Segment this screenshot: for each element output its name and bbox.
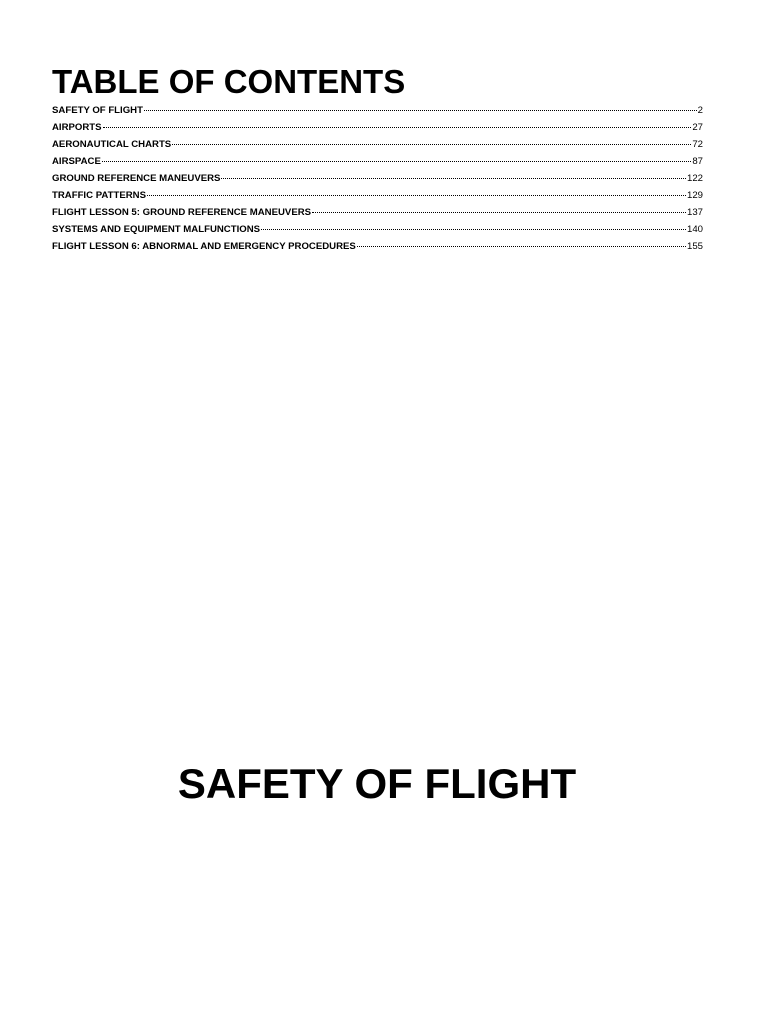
toc-list bbox=[52, 102, 703, 255]
toc-entry-page: 140 bbox=[686, 224, 703, 235]
toc-entry[interactable] bbox=[52, 221, 703, 238]
toc-dot-leader bbox=[172, 144, 691, 145]
toc-entry-label: FLIGHT LESSON 5: GROUND REFERENCE MANEUVERS bbox=[52, 207, 312, 218]
toc-dot-leader bbox=[147, 195, 686, 196]
toc-dot-leader bbox=[221, 178, 686, 179]
toc-dot-leader bbox=[144, 110, 697, 111]
toc-dot-leader bbox=[312, 212, 686, 213]
toc-entry[interactable] bbox=[52, 136, 703, 153]
toc-entry[interactable] bbox=[52, 119, 703, 136]
toc-entry[interactable] bbox=[52, 187, 703, 204]
toc-title: TABLE OF CONTENTS bbox=[52, 63, 406, 100]
toc-dot-leader bbox=[102, 161, 691, 162]
toc-entry-page: 122 bbox=[686, 173, 703, 184]
section-heading: SAFETY OF FLIGHT bbox=[177, 760, 577, 807]
toc-entry-page: 155 bbox=[686, 241, 703, 252]
toc-entry[interactable] bbox=[52, 238, 703, 255]
toc-entry-page: 27 bbox=[692, 122, 703, 133]
toc-entry-label: AIRPORTS bbox=[52, 122, 102, 133]
toc-entry-page: 87 bbox=[692, 156, 703, 167]
toc-entry-label: TRAFFIC PATTERNS bbox=[52, 190, 146, 201]
toc-entry-label: SYSTEMS AND EQUIPMENT MALFUNCTIONS bbox=[52, 224, 261, 235]
toc-dot-leader bbox=[261, 229, 686, 230]
toc-dot-leader bbox=[357, 246, 686, 247]
toc-entry-label: AIRSPACE bbox=[52, 156, 101, 167]
toc-entry-label: AERONAUTICAL CHARTS bbox=[52, 139, 172, 150]
toc-entry-label: GROUND REFERENCE MANEUVERS bbox=[52, 173, 221, 184]
toc-entry-label: SAFETY OF FLIGHT bbox=[52, 105, 143, 116]
toc-entry-page: 72 bbox=[692, 139, 703, 150]
toc-entry[interactable] bbox=[52, 153, 703, 170]
toc-entry-page: 129 bbox=[686, 190, 703, 201]
toc-entry-label: FLIGHT LESSON 6: ABNORMAL AND EMERGENCY PROCEDURES bbox=[52, 241, 356, 252]
toc-entry-page: 2 bbox=[697, 105, 703, 116]
toc-entry-page: 137 bbox=[686, 207, 703, 218]
toc-entry[interactable] bbox=[52, 170, 703, 187]
toc-entry[interactable] bbox=[52, 204, 703, 221]
toc-dot-leader bbox=[103, 127, 692, 128]
toc-entry[interactable] bbox=[52, 102, 703, 119]
